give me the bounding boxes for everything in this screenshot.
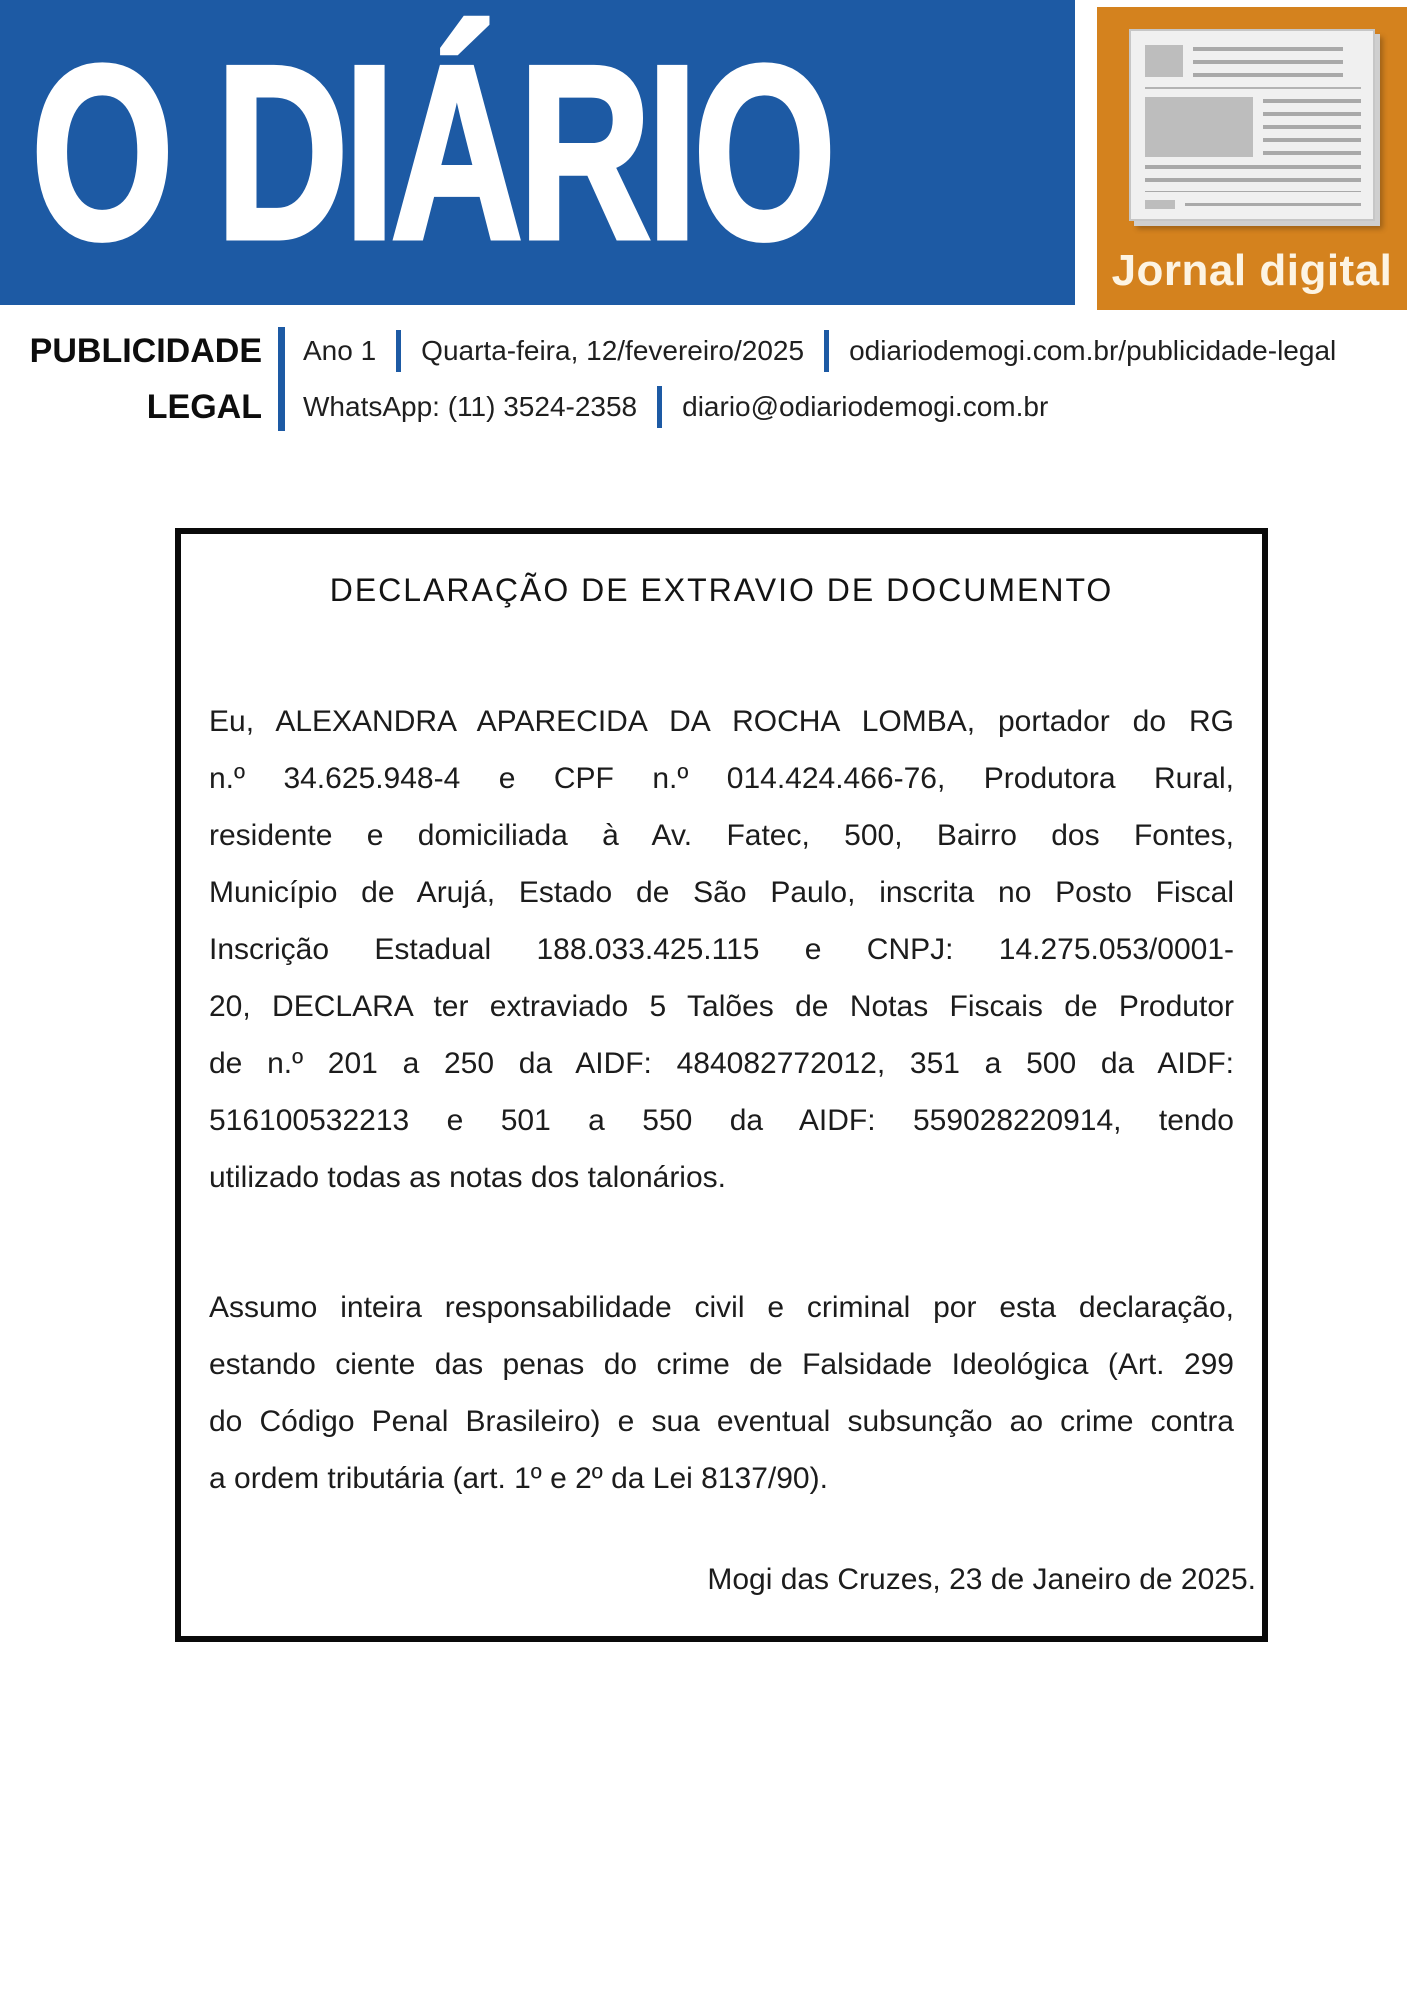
- notice-text-line: 20, DECLARA ter extraviado 5 Talões de Notas Fiscais de Produtor: [209, 990, 1234, 1023]
- notice-text-line: 516100532213 e 501 a 550 da AIDF: 559028220914, tendo: [209, 1104, 1234, 1137]
- notice-text-line: estando ciente das penas do crime de Falsidade Ideológica (Art. 299: [209, 1348, 1234, 1381]
- digital-edition-label: Jornal digital: [1111, 246, 1393, 295]
- meta-date: Quarta-feira, 12/fevereiro/2025: [376, 330, 804, 372]
- notice-text-line: Município de Arujá, Estado de São Paulo, inscrita no Posto Fiscal: [209, 876, 1234, 909]
- meta-row-2: [303, 379, 1336, 435]
- meta-row-1: [303, 323, 1336, 379]
- legal-notice-box: [175, 528, 1268, 1642]
- notice-title: DECLARAÇÃO DE EXTRAVIO DE DOCUMENTO: [329, 572, 1114, 608]
- meta-edition-year: Ano 1: [303, 335, 377, 366]
- newspaper-icon-footer-block: [1145, 200, 1175, 209]
- newspaper-icon-headline-lines: [1193, 47, 1343, 79]
- notice-paragraph-1: [209, 693, 1234, 1206]
- meta-website-url: odiariodemogi.com.br/publicidade-legal: [804, 330, 1336, 372]
- meta-whatsapp: WhatsApp: (11) 3524-2358: [303, 391, 638, 422]
- notice-text-line: Eu, ALEXANDRA APARECIDA DA ROCHA LOMBA, portador do RG: [209, 705, 1234, 738]
- newspaper-icon-footer-line: [1185, 203, 1361, 206]
- newspaper-logo-banner: [0, 0, 1075, 305]
- masthead-divider-bar: [278, 327, 285, 431]
- section-title-line2: LEGAL: [146, 388, 262, 426]
- notice-text-line: a ordem tributária (art. 1º e 2º da Lei 8137/90).: [209, 1462, 828, 1495]
- masthead: [0, 323, 1414, 435]
- newspaper-icon-logo-block: [1145, 45, 1183, 77]
- newspaper-icon-photo-block: [1145, 97, 1253, 157]
- newspaper-logo-text: O DIÁRIO: [31, 13, 832, 291]
- newspaper-icon-photo-row: [1145, 97, 1361, 157]
- meta-email: diario@odiariodemogi.com.br: [637, 386, 1048, 428]
- notice-text-line: residente e domiciliada à Av. Fatec, 500, Bairro dos Fontes,: [209, 819, 1234, 852]
- notice-text-line: do Código Penal Brasileiro) e sua eventual subsunção ao crime contra: [209, 1405, 1234, 1438]
- newspaper-icon-body-lines: [1145, 165, 1361, 192]
- newspaper-icon-column-lines: [1263, 99, 1361, 157]
- notice-text-line: utilizado todas as notas dos talonários.: [209, 1161, 726, 1194]
- newspaper-icon: [1129, 29, 1375, 221]
- notice-text-line: n.º 34.625.948-4 e CPF n.º 014.424.466-76, Produtora Rural,: [209, 762, 1234, 795]
- notice-paragraph-2: [209, 1279, 1234, 1507]
- newspaper-icon-header-row: [1145, 45, 1361, 79]
- section-title: [12, 323, 262, 435]
- notice-text-line: de n.º 201 a 250 da AIDF: 484082772012, 351 a 500 da AIDF:: [209, 1047, 1234, 1080]
- masthead-meta: [285, 323, 1336, 435]
- notice-dateline: Mogi das Cruzes, 23 de Janeiro de 2025.: [707, 1563, 1256, 1596]
- notice-text-line: Assumo inteira responsabilidade civil e criminal por esta declaração,: [209, 1291, 1234, 1324]
- page-header: [0, 0, 1414, 310]
- notice-text-line: Inscrição Estadual 188.033.425.115 e CNPJ: 14.275.053/0001-: [209, 933, 1234, 966]
- newspaper-icon-rule: [1145, 87, 1361, 89]
- digital-edition-badge: [1097, 7, 1407, 310]
- newspaper-icon-footer-row: [1145, 200, 1361, 209]
- section-title-line1: PUBLICIDADE: [29, 332, 262, 370]
